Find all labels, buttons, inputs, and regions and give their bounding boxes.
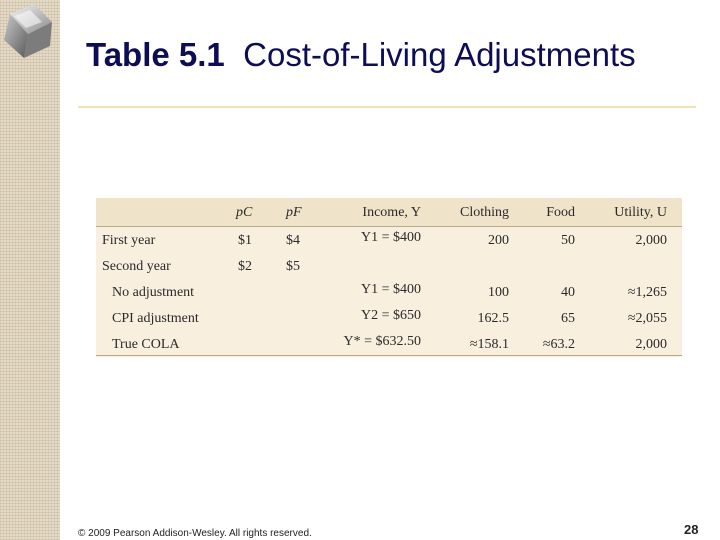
bottom-rule — [96, 355, 682, 356]
cell-clothing: 162.5 — [477, 311, 509, 326]
header-utility: Utility, U — [614, 205, 667, 220]
cell-clothing: ≈158.1 — [469, 337, 509, 352]
cell-utility: 2,000 — [635, 233, 667, 248]
cell-utility: ≈2,055 — [627, 311, 667, 326]
cell-pf: $5 — [286, 259, 300, 274]
cell-food: ≈63.2 — [542, 337, 575, 352]
page-number: 28 — [684, 522, 699, 537]
cell-clothing: 200 — [488, 233, 509, 248]
cell-pc: $2 — [238, 259, 252, 274]
glass-cube-icon — [0, 0, 60, 60]
cell-pc: $1 — [238, 233, 252, 248]
row-label: No adjustment — [112, 285, 195, 300]
title-divider — [78, 106, 696, 108]
cell-income: Y1 = $400 — [360, 230, 421, 245]
cell-utility: ≈1,265 — [627, 285, 667, 300]
cell-pf: $4 — [286, 233, 300, 248]
cell-food: 50 — [561, 233, 575, 248]
header-clothing: Clothing — [459, 205, 509, 220]
header-pc: pC — [236, 205, 253, 220]
cola-table — [96, 198, 682, 357]
row-label: Second year — [102, 259, 171, 274]
header-income: Income, Y — [362, 205, 421, 220]
cell-income: Y* = $632.50 — [343, 334, 421, 349]
title-text: Cost-of-Living Adjustments — [243, 36, 636, 73]
header-pf: pF — [286, 205, 302, 220]
cell-clothing: 100 — [488, 285, 509, 300]
slide-title — [86, 36, 636, 74]
table-number: Table 5.1 — [86, 36, 225, 73]
cell-food: 40 — [561, 285, 575, 300]
row-label: First year — [102, 233, 156, 248]
decorative-sidebar — [0, 0, 60, 540]
copyright-footer: © 2009 Pearson Addison-Wesley. All rights reserved. — [78, 528, 312, 539]
header-rule — [96, 226, 682, 227]
row-label: CPI adjustment — [112, 311, 199, 326]
cell-income: Y2 = $650 — [360, 308, 421, 323]
cell-utility: 2,000 — [635, 337, 667, 352]
row-label: True COLA — [112, 337, 180, 352]
cell-income: Y1 = $400 — [360, 282, 421, 297]
cell-food: 65 — [561, 311, 575, 326]
header-food: Food — [546, 205, 575, 220]
